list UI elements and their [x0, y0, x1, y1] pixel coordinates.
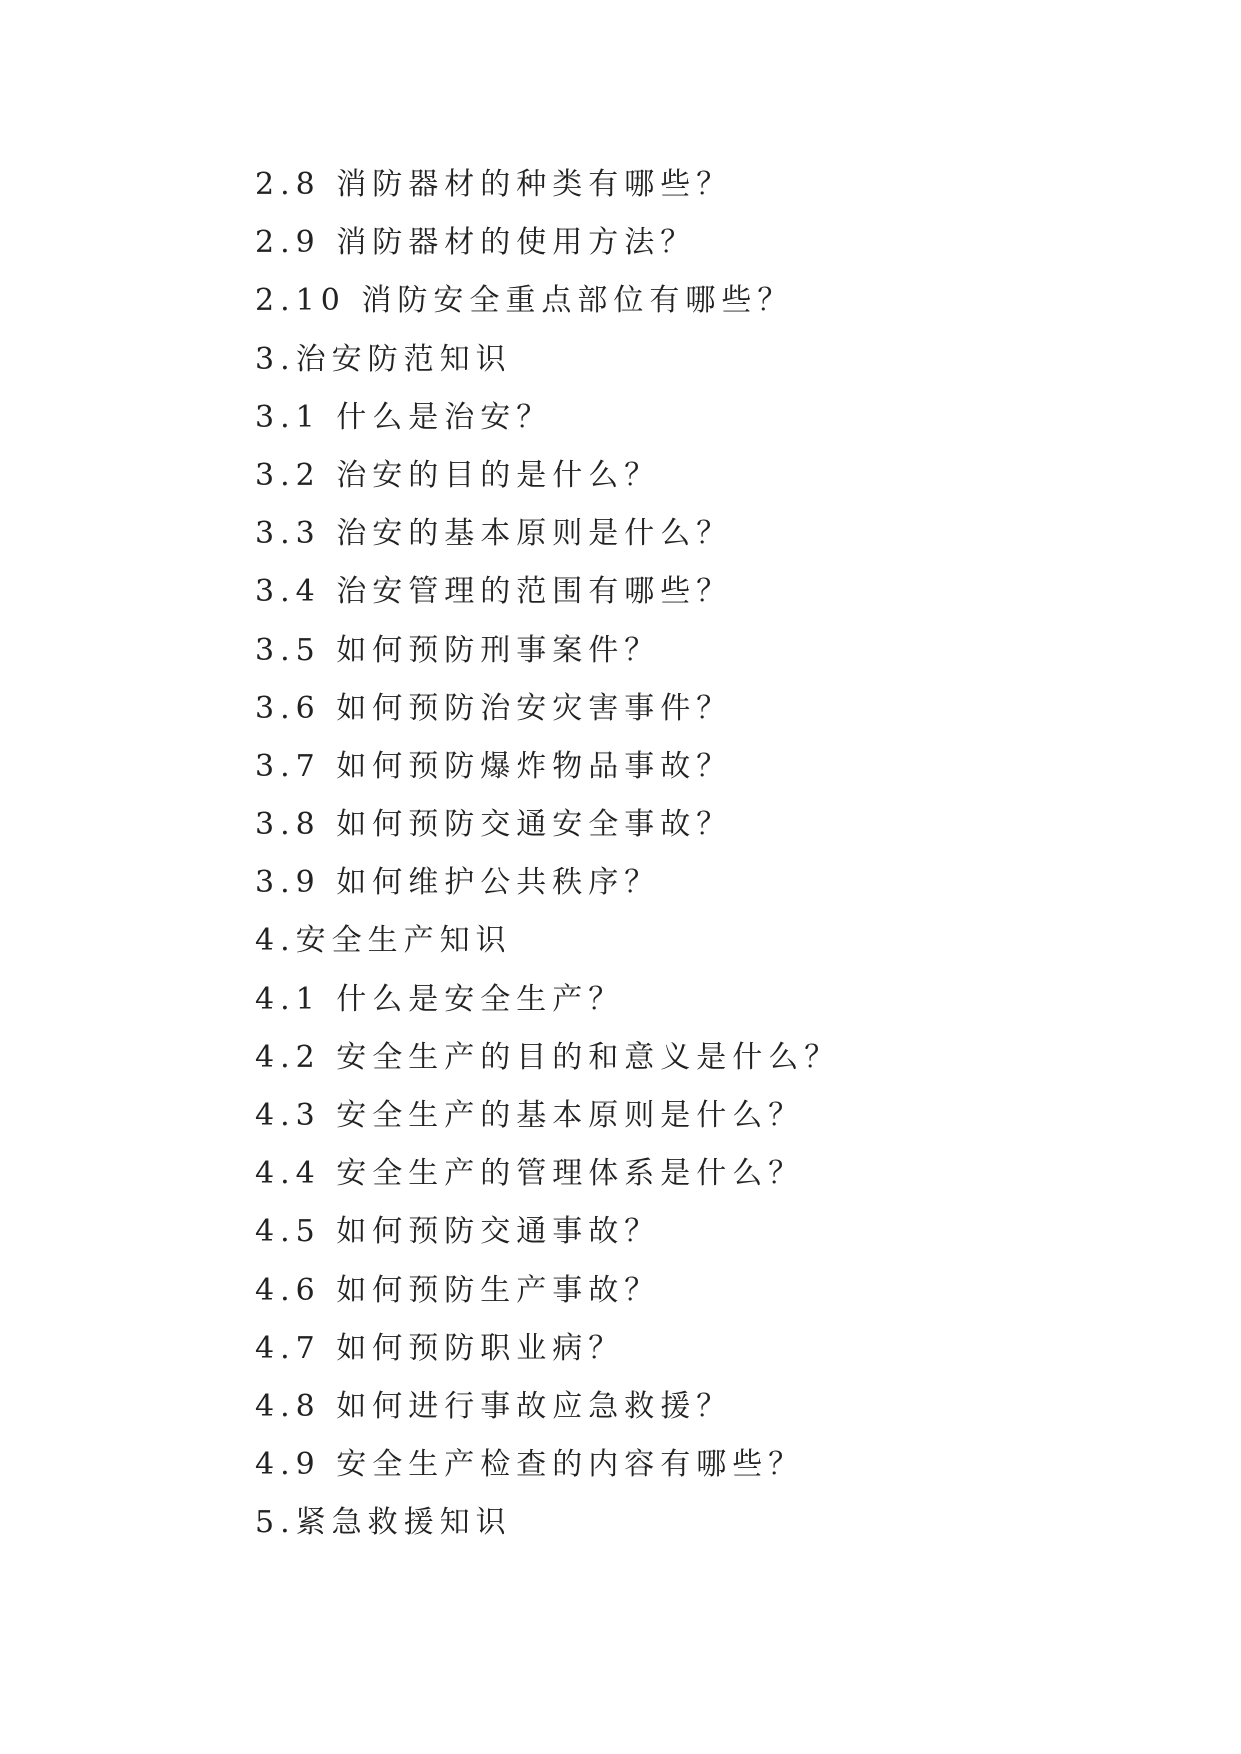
outline-item: 4.5 如何预防交通事故？	[255, 1214, 661, 1250]
section-heading: 3.治安防范知识	[255, 341, 512, 377]
outline-item: 4.4 安全生产的管理体系是什么？	[255, 1156, 805, 1192]
outline-item: 4.3 安全生产的基本原则是什么？	[255, 1098, 805, 1133]
outline-item: 4.1 什么是安全生产？	[255, 981, 625, 1017]
outline-item: 3.5 如何预防刑事案件？	[255, 632, 661, 668]
outline-item: 4.9 安全生产检查的内容有哪些？	[255, 1447, 805, 1483]
outline-item: 2.9 消防器材的使用方法？	[255, 225, 697, 261]
outline-item: 3.9 如何维护公共秩序？	[255, 865, 661, 901]
outline-item: 3.8 如何预防交通安全事故？	[255, 807, 733, 843]
outline-item: 4.2 安全生产的目的和意义是什么？	[255, 1039, 841, 1075]
outline-item: 2.10 消防安全重点部位有哪些？	[255, 283, 794, 319]
outline-item: 3.1 什么是治安？	[255, 399, 553, 435]
outline-item: 3.2 治安的目的是什么？	[255, 457, 661, 493]
outline-item: 2.8 消防器材的种类有哪些？	[255, 167, 733, 202]
outline-item: 3.3 治安的基本原则是什么？	[255, 516, 733, 552]
section-heading: 5.紧急救援知识	[255, 1505, 512, 1541]
section-heading: 4.安全生产知识	[255, 923, 512, 959]
outline-item: 4.8 如何进行事故应急救援？	[255, 1388, 733, 1424]
outline-item: 3.6 如何预防治安灾害事件？	[255, 690, 733, 726]
outline-item: 4.6 如何预防生产事故？	[255, 1272, 661, 1308]
outline-item: 3.7 如何预防爆炸物品事故？	[255, 748, 733, 784]
outline-item: 4.7 如何预防职业病？	[255, 1330, 625, 1366]
outline-item: 3.4 治安管理的范围有哪些？	[255, 574, 733, 610]
outline-list	[255, 156, 1155, 1553]
